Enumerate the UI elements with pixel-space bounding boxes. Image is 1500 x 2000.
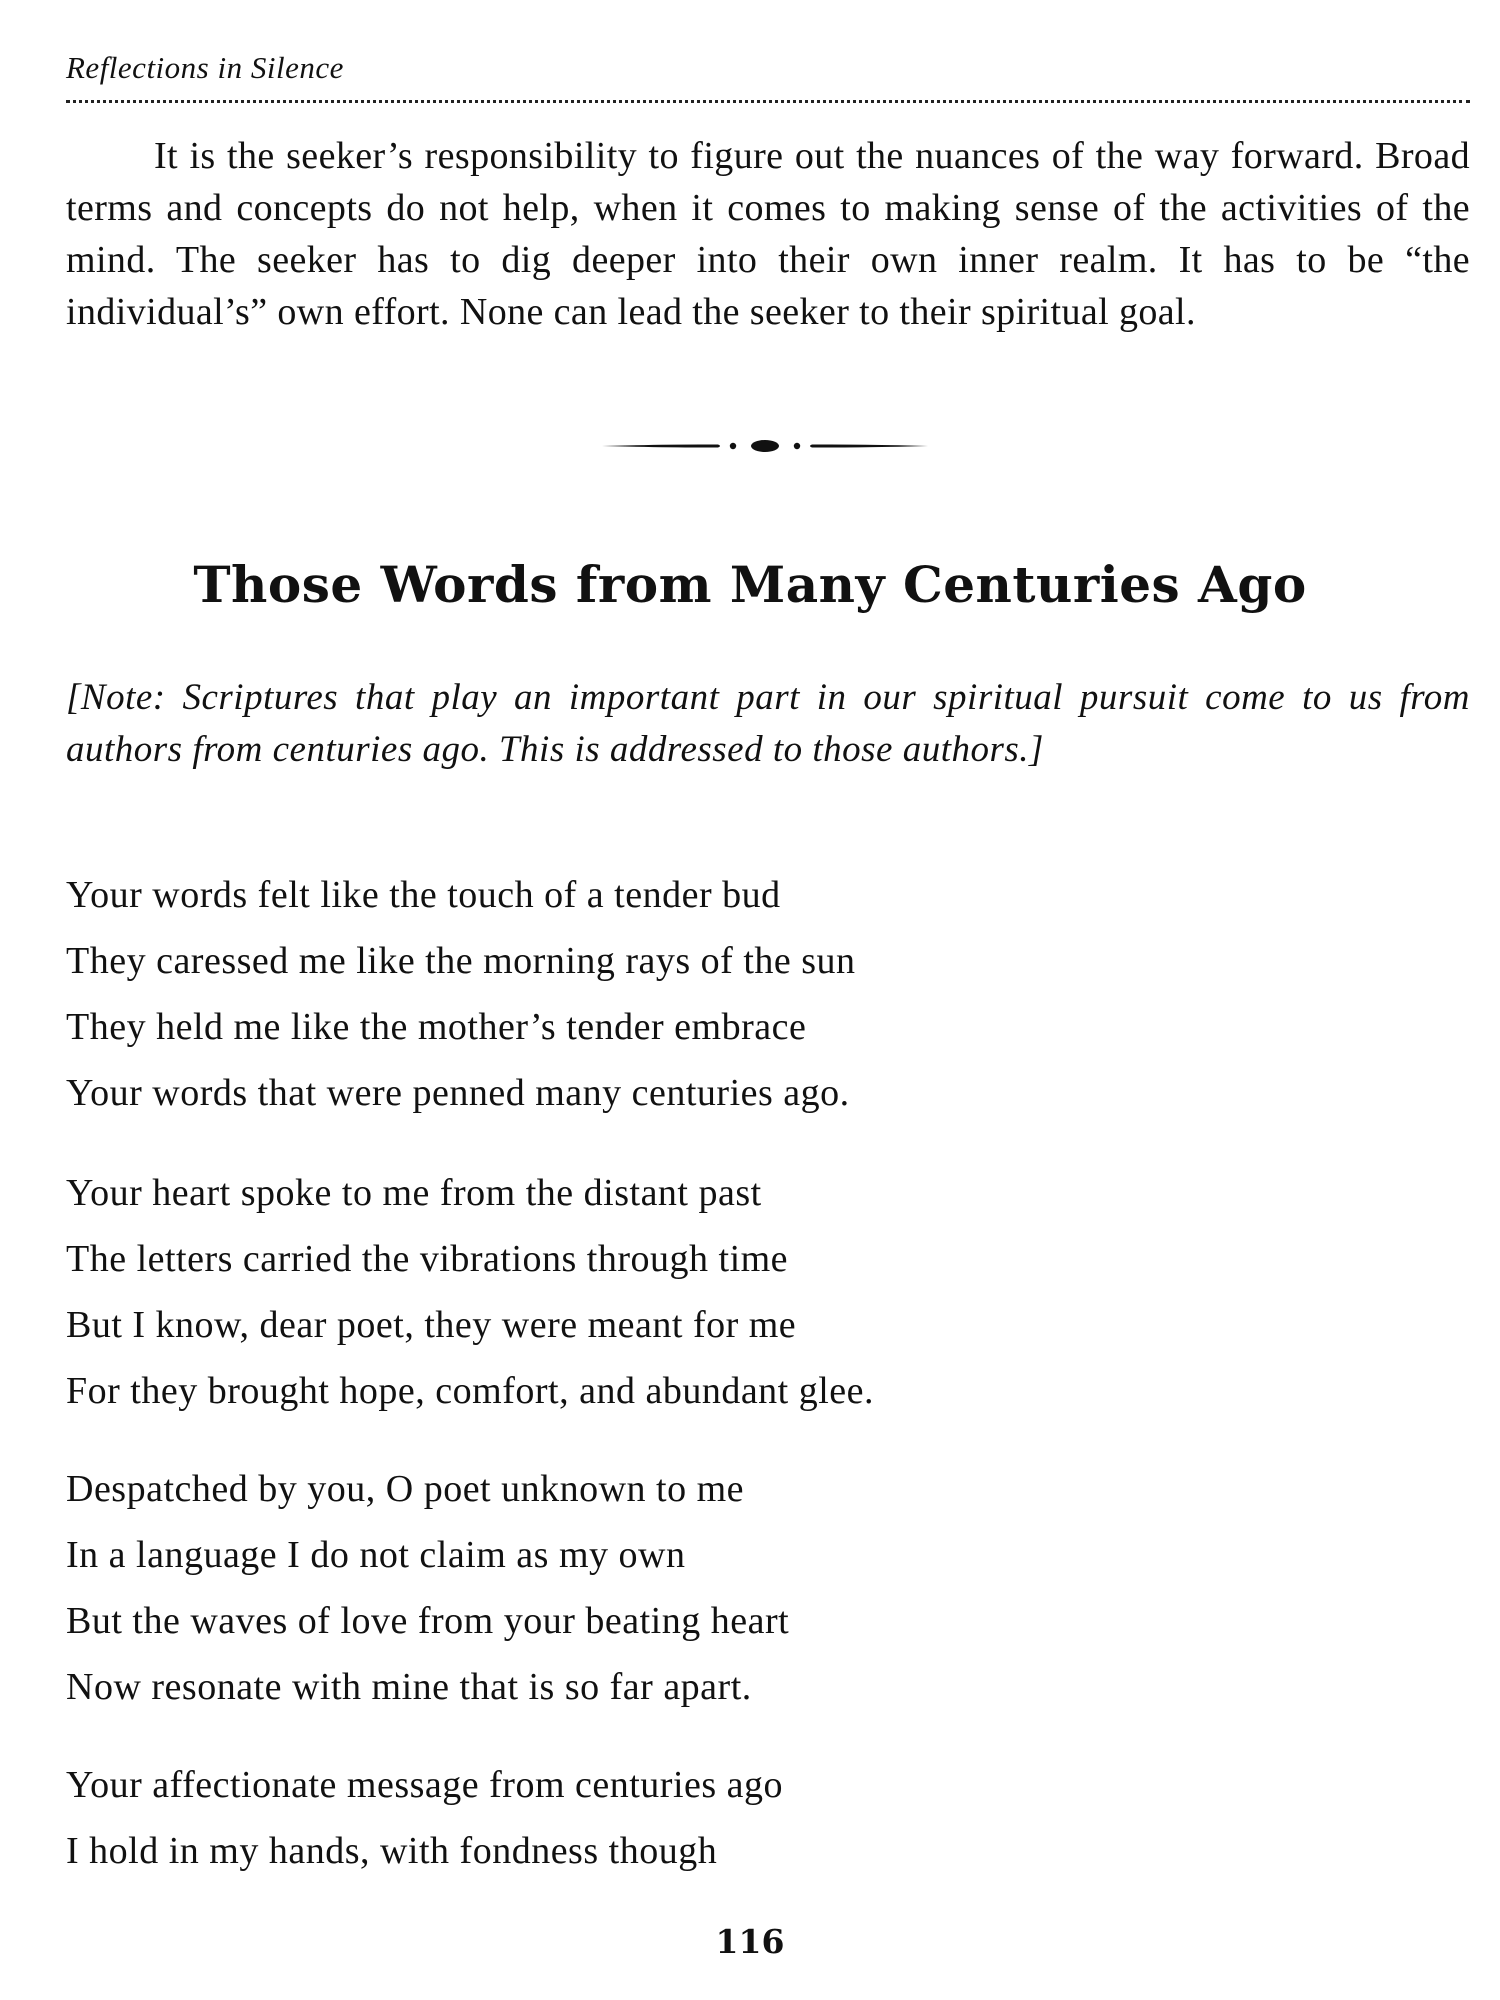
poem-line: Your words that were penned many centuries ago. [66,1072,850,1114]
poem-line: They held me like the mother’s tender embrace [66,1006,807,1048]
poem-line: But I know, dear poet, they were meant for me [66,1304,797,1346]
section-ornament [600,434,930,458]
stanza-4 [66,1752,1470,1884]
poem-line: But the waves of love from your beating heart [66,1600,790,1642]
poem-line: The letters carried the vibrations through time [66,1238,789,1280]
poem-line: In a language I do not claim as my own [66,1534,686,1576]
poem-line: Now resonate with mine that is so far apart. [66,1666,752,1708]
poem-line: Your words felt like the touch of a tender bud [66,874,781,916]
intro-paragraph: It is the seeker’s responsibility to figure out the nuances of the way forward. Broad terms and concepts do not help, when it comes to making sense of the activities of the mind. The seeker has to dig deeper into their own inner realm. It has to be “the individual’s” own effort. None can lead the seeker to their spiritual goal. [66,135,1470,333]
stanza-2 [66,1160,1470,1424]
poem-line: Your affectionate message from centuries ago [66,1764,784,1806]
poem-line: I hold in my hands, with fondness though [66,1830,718,1872]
running-head: Reflections in Silence [66,50,344,85]
header-divider [66,100,1470,103]
poem-line: Despatched by you, O poet unknown to me [66,1468,745,1510]
stanza-1 [66,862,1470,1126]
stanza-3 [66,1456,1470,1720]
poem-note: [Note: Scriptures that play an important part in our spiritual pursuit come to us from authors from centuries ago. This is addressed to those authors.] [66,677,1470,770]
poem-title: Those Words from Many Centuries Ago [193,555,1307,614]
poem-line: For they brought hope, comfort, and abundant glee. [66,1370,875,1412]
poem-line: Your heart spoke to me from the distant past [66,1172,762,1214]
poem-line: They caressed me like the morning rays of the sun [66,940,856,982]
page-number: 116 [715,1922,785,1961]
